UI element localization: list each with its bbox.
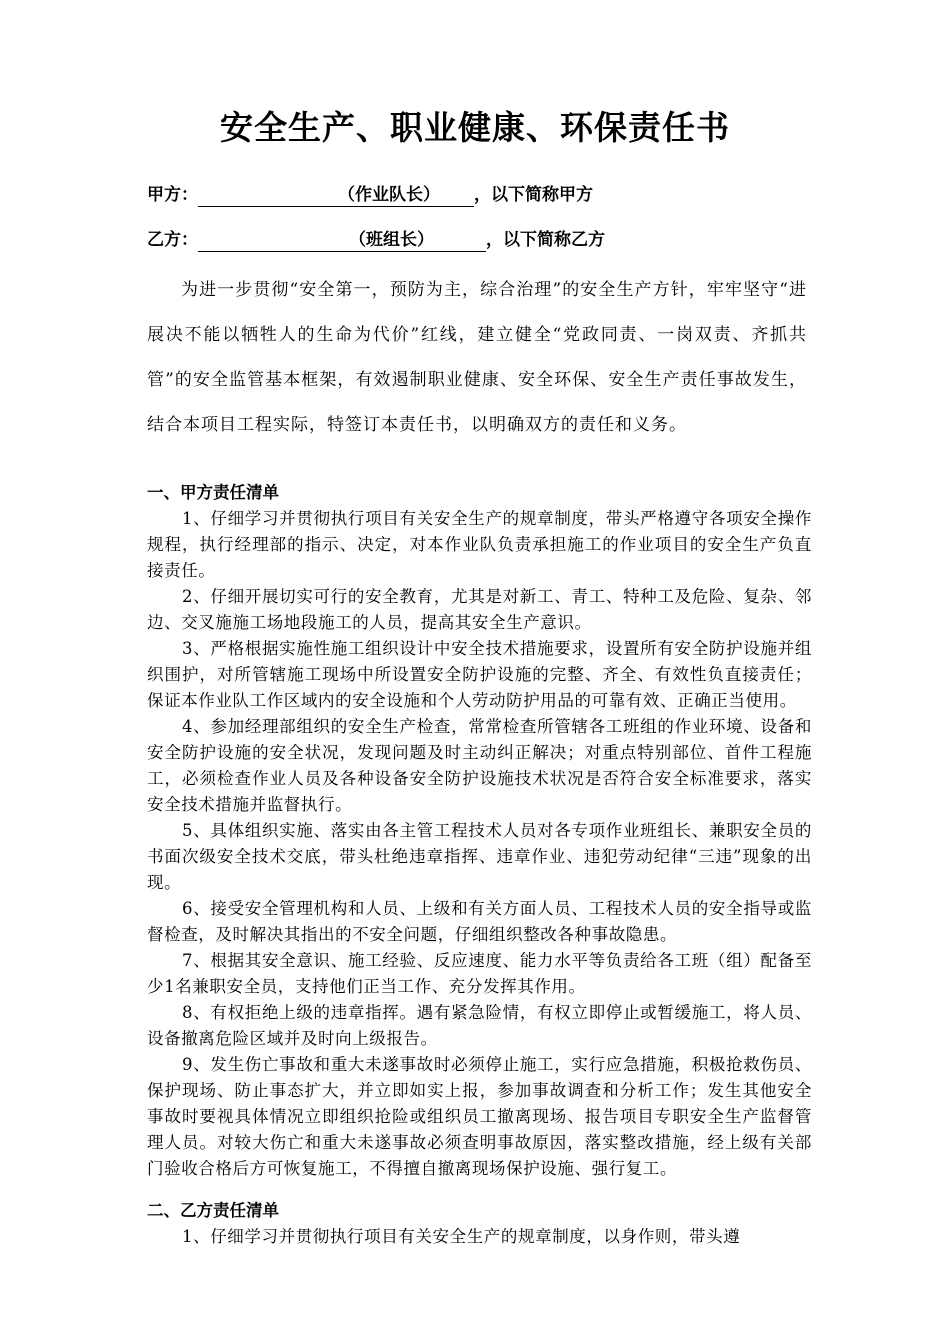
- party-a-line: [147, 182, 593, 208]
- section-a-item: 5、具体组织实施、落实由各主管工程技术人员对各专项作业班组长、兼职安全员的书面次级安全技术交底，带头杜绝违章指挥、违章作业、违犯劳动纪律“三违”现象的出现。: [147, 821, 812, 892]
- section-b: [147, 1198, 812, 1250]
- party-a-suffix: ，以下简称甲方: [474, 185, 593, 205]
- party-b-suffix: ，以下简称乙方: [486, 230, 605, 250]
- party-a-role: （作业队长）: [338, 185, 440, 205]
- section-a-item: 7、根据其安全意识、施工经验、反应速度、能力水平等负责给各工班（组）配备至少1名兼职安全员，支持他们正当工作、充分发挥其作用。: [147, 951, 812, 996]
- section-a-item: 3、严格根据实施性施工组织设计中安全技术措施要求，设置所有安全防护设施并组织围护，对所管辖施工现场中所设置安全防护设施的完整、齐全、有效性负直接责任；保证本作业队工作区域内的安全设施和个人劳动防护用品的可靠有效、正确正当使用。: [147, 639, 812, 710]
- section-a-item: 1、仔细学习并贯彻执行项目有关安全生产的规章制度，带头严格遵守各项安全操作规程，执行经理部的指示、决定，对本作业队负责承担施工的作业项目的安全生产负直接责任。: [147, 509, 812, 580]
- section-b-heading: 二、乙方责任清单: [147, 1201, 279, 1220]
- party-a-label: 甲方：: [147, 185, 198, 205]
- party-b-line: [147, 227, 605, 253]
- party-a-blank: [198, 184, 474, 207]
- party-b-label: 乙方：: [147, 230, 198, 250]
- section-a: [147, 480, 812, 1182]
- section-a-item: 8、有权拒绝上级的违章指挥。遇有紧急险情，有权立即停止或暂缓施工，将人员、设备撤离危险区域并及时向上级报告。: [147, 1003, 812, 1048]
- party-b-blank: [198, 229, 486, 252]
- section-a-item: 2、仔细开展切实可行的安全教育，尤其是对新工、青工、特种工及危险、复杂、邻边、交叉施施工场地段施工的人员，提高其安全生产意识。: [147, 587, 812, 632]
- section-a-item: 4、参加经理部组织的安全生产检查，常常检查所管辖各工班组的作业环境、设备和安全防护设施的安全状况，发现问题及时主动纠正解决；对重点特别部位、首件工程施工，必须检查作业人员及各种设备安全防护设施技术状况是否符合安全标准要求，落实安全技术措施并监督执行。: [147, 717, 812, 814]
- section-a-item: 9、发生伤亡事故和重大未遂事故时必须停止施工，实行应急措施，积极抢救伤员、保护现场、防止事态扩大，并立即如实上报，参加事故调查和分析工作；发生其他安全事故时要视具体情况立即组织抢险或组织员工撤离现场、报告项目专职安全生产监督管理人员。对较大伤亡和重大未遂事故必须查明事故原因，落实整改措施，经上级有关部门验收合格后方可恢复施工，不得擅自撤离现场保护设施、强行复工。: [147, 1055, 812, 1178]
- section-b-item: 1、仔细学习并贯彻执行项目有关安全生产的规章制度，以身作则，带头遵: [182, 1227, 741, 1246]
- section-a-heading: 一、甲方责任清单: [147, 483, 279, 502]
- party-b-role: （班组长）: [349, 230, 434, 250]
- section-a-item: 6、接受安全管理机构和人员、上级和有关方面人员、工程技术人员的安全指导或监督检查，及时解决其指出的不安全问题，仔细组织整改各种事故隐患。: [147, 899, 812, 944]
- intro-paragraph: 为进一步贯彻“安全第一，预防为主，综合治理”的安全生产方针，牢牢坚守“进展决不能以牺牲人的生命为代价”红线，建立健全“党政同责、一岗双责、齐抓共管”的安全监管基本框架，有效遏制职业健康、安全环保、安全生产责任事故发生，结合本项目工程实际，特签订本责任书，以明确双方的责任和义务。: [147, 280, 807, 435]
- document-title: 安全生产、职业健康、环保责任书: [220, 108, 730, 147]
